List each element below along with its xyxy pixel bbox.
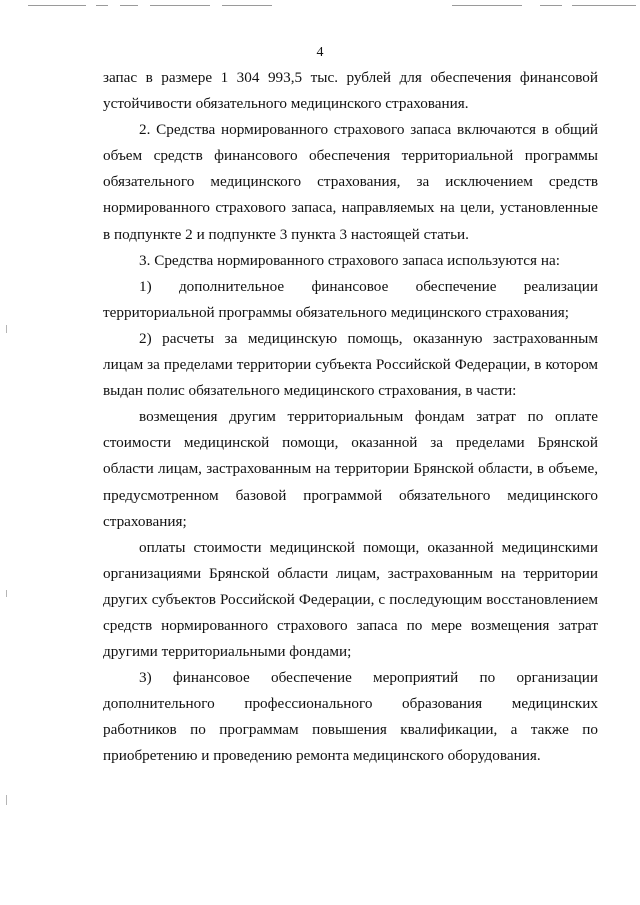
paragraph-subpoint-3: 3) финансовое обеспечение мероприятий по организации дополнительного профессионального образования медицинских работников по программам повышения квалификации, а также по приобретению и проведению ремонта медицинского оборудования. [103,669,598,765]
paragraph-subpoint-2: 2) расчеты за медицинскую помощь, оказанную застрахованным лицам за пределами территории субъекта Российской Федерации, в котором выдан полис обязательного медицинского страхования, в части: [103,329,598,400]
paragraph-subpoint-1: 1) дополнительное финансовое обеспечение реализации территориальной программы обязательного медицинского страхования; [103,277,598,321]
paragraph-point-2: 2. Средства нормированного страхового запаса включаются в общий объем средств финансового обеспечения территориальной программы обязательного медицинского страхования, за исключением средств нормированного страхового запаса, направляемых на цели, установленные в подпункте 2 и подпункте 3 пункта 3 настоящей статьи. [103,121,598,243]
scan-edge-artifact [0,5,640,8]
scan-margin-mark [6,325,7,333]
page-number: 4 [316,45,324,60]
document-body [103,65,598,770]
paragraph-reserve-amount: запас в размере 1 304 993,5 тыс. рублей для обеспечения финансовой устойчивости обязательного медицинского страхования. [103,69,598,113]
scan-margin-mark [6,795,7,805]
scan-margin-mark [6,590,7,597]
paragraph-point-3: 3. Средства нормированного страхового запаса используются на: [139,251,560,269]
paragraph-payment: оплаты стоимости медицинской помощи, оказанной медицинскими организациями Брянской области лицам, застрахованным на территории других субъектов Российской Федерации, с последующим восстановлением средств нормированного страхового запаса по мере возмещения затрат другими территориальными фондами; [103,538,598,661]
paragraph-reimbursement: возмещения другим территориальным фондам затрат по оплате стоимости медицинской помощи, оказанной за пределами Брянской области лицам, застрахованным на территории Брянской области, в объеме, предусмотренном базовой программой обязательного медицинского страхования; [103,408,598,530]
